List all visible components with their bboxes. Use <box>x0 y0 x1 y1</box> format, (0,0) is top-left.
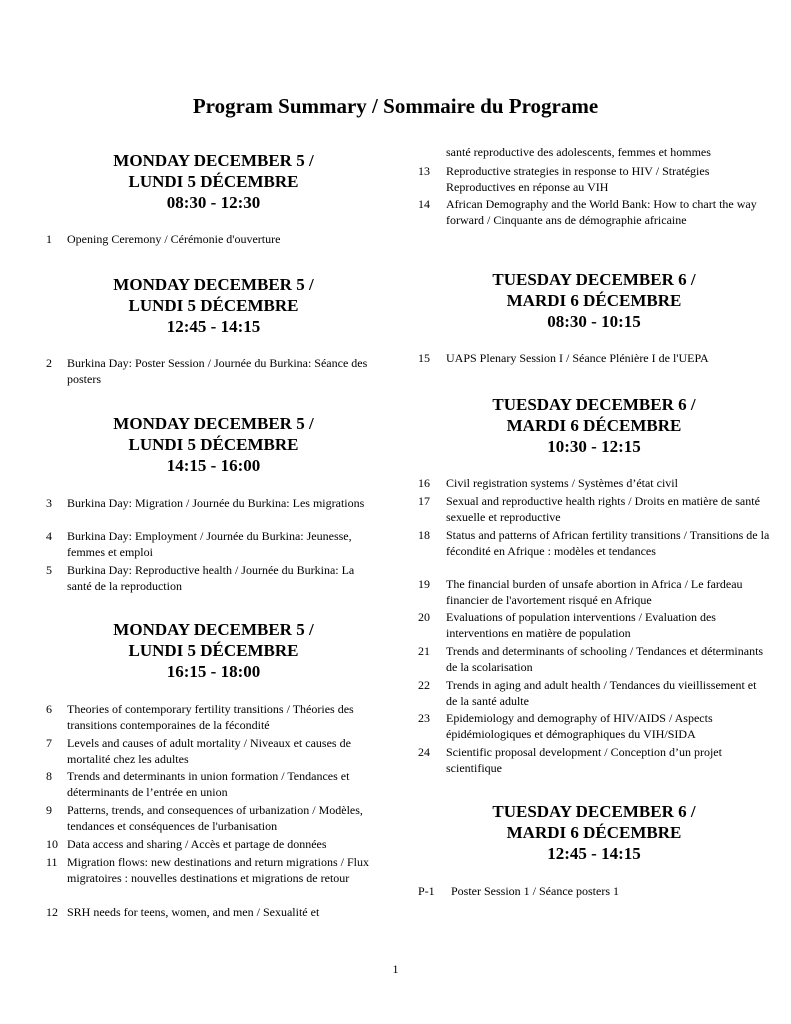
item-number: 9 <box>46 803 52 817</box>
item-text: santé reproductive des adolescents, femmes et hommes <box>446 145 711 159</box>
section-header <box>418 801 770 864</box>
item-number: 13 <box>418 164 430 178</box>
section-time: 08:30 - 10:15 <box>547 312 641 331</box>
section-time: 12:45 - 14:15 <box>166 317 261 336</box>
section-day: MONDAY DECEMBER 5 / <box>113 414 314 433</box>
program-item <box>418 745 770 776</box>
item-number: 20 <box>418 610 430 624</box>
item-text: Reproductive strategies in response to HIV / Stratégies Reproductives en réponse au VIH <box>446 164 710 194</box>
program-item <box>46 736 381 767</box>
item-number: 17 <box>418 494 430 508</box>
item-text: Evaluations of population interventions / Evaluation des interventions en matière de population <box>446 610 716 640</box>
item-number: 16 <box>418 476 430 490</box>
section-time: 14:15 - 16:00 <box>166 456 261 475</box>
program-item <box>46 702 381 733</box>
item-text: Levels and causes of adult mortality / Niveaux et causes de mortalité chez les adultes <box>67 736 351 766</box>
program-item <box>46 769 381 800</box>
section-header <box>46 150 381 213</box>
item-number: 2 <box>46 356 52 370</box>
section-time: 08:30 - 12:30 <box>166 193 261 212</box>
item-text: Trends and determinants in union formation / Tendances et déterminants de l’entrée en union <box>67 769 350 799</box>
program-item <box>418 197 770 228</box>
section-day: TUESDAY DECEMBER 6 / <box>492 802 696 821</box>
item-text: Civil registration systems / Systèmes d’état civil <box>446 476 678 490</box>
page-title: Program Summary / Sommaire du Programe <box>192 94 599 118</box>
program-item <box>418 678 770 709</box>
item-text: Burkina Day: Migration / Journée du Burkina: Les migrations <box>67 496 365 510</box>
program-item <box>418 351 770 367</box>
item-number: 24 <box>418 745 430 759</box>
item-number: 8 <box>46 769 52 783</box>
item-number: 10 <box>46 837 58 851</box>
item-text: African Demography and the World Bank: How to chart the way forward / Cinquante ans de démographie africaine <box>446 197 757 227</box>
item-text: The financial burden of unsafe abortion in Africa / Le fardeau financier de l'avortement risqué en Afrique <box>446 577 743 607</box>
item-text: Theories of contemporary fertility transitions / Théories des transitions contemporaines de la fécondité <box>67 702 354 732</box>
item-number: P-1 <box>418 884 435 898</box>
section-header <box>46 413 381 476</box>
item-text: Epidemiology and demography of HIV/AIDS / Aspects épidémiologiques et démographiques du VIH/SIDA <box>446 711 713 741</box>
item-text: Sexual and reproductive health rights / Droits en matière de santé sexuelle et reproductive <box>446 494 760 524</box>
section-header <box>46 619 381 682</box>
program-item <box>46 905 381 921</box>
item-number: 5 <box>46 563 52 577</box>
program-item <box>418 577 770 608</box>
item-text: SRH needs for teens, women, and men / Sexualité et <box>67 905 320 919</box>
program-item <box>46 855 381 886</box>
item-number: 15 <box>418 351 430 365</box>
item-text: UAPS Plenary Session I / Séance Plénière I de l'UEPA <box>446 351 709 365</box>
program-item-continuation <box>418 145 770 161</box>
program-item <box>418 494 770 525</box>
item-text: Burkina Day: Employment / Journée du Burkina: Jeunesse, femmes et emploi <box>67 529 352 559</box>
item-number: 1 <box>46 232 52 246</box>
section-day-fr: MARDI 6 DÉCEMBRE <box>506 416 682 435</box>
page-number: 1 <box>392 962 399 976</box>
item-text: Migration flows: new destinations and return migrations / Flux migratoires : nouvelles destinations et migrations de retour <box>67 855 369 885</box>
section-day-fr: LUNDI 5 DÉCEMBRE <box>128 641 299 660</box>
item-number: 12 <box>46 905 58 919</box>
item-text: Opening Ceremony / Cérémonie d'ouverture <box>67 232 281 246</box>
section-day: TUESDAY DECEMBER 6 / <box>492 395 696 414</box>
section-header <box>46 274 381 337</box>
section-day: MONDAY DECEMBER 5 / <box>113 151 314 170</box>
section-header <box>418 394 770 457</box>
item-text: Data access and sharing / Accès et partage de données <box>67 837 327 851</box>
item-number: 22 <box>418 678 430 692</box>
section-day-fr: LUNDI 5 DÉCEMBRE <box>128 435 299 454</box>
item-text: Burkina Day: Poster Session / Journée du Burkina: Séance des posters <box>67 356 368 386</box>
program-item <box>418 528 770 559</box>
program-item <box>418 884 770 900</box>
program-item <box>46 496 381 512</box>
program-item <box>418 476 770 492</box>
section-day-fr: LUNDI 5 DÉCEMBRE <box>128 172 299 191</box>
program-item <box>418 610 770 641</box>
item-number: 18 <box>418 528 430 542</box>
item-number: 14 <box>418 197 430 211</box>
item-text: Scientific proposal development / Conception d’un projet scientifique <box>446 745 722 775</box>
item-number: 23 <box>418 711 430 725</box>
item-text: Trends in aging and adult health / Tendances du vieillissement et de la santé adulte <box>446 678 757 708</box>
item-text: Burkina Day: Reproductive health / Journée du Burkina: La santé de la reproduction <box>67 563 355 593</box>
section-day: MONDAY DECEMBER 5 / <box>113 620 314 639</box>
program-item <box>418 164 770 195</box>
section-day: MONDAY DECEMBER 5 / <box>113 275 314 294</box>
section-day-fr: LUNDI 5 DÉCEMBRE <box>128 296 299 315</box>
section-time: 10:30 - 12:15 <box>547 437 641 456</box>
program-item <box>46 803 381 834</box>
program-item <box>418 711 770 742</box>
program-item <box>46 837 381 853</box>
program-item <box>46 563 381 594</box>
item-text: Poster Session 1 / Séance posters 1 <box>451 884 619 898</box>
program-item <box>46 529 381 560</box>
program-item <box>418 644 770 675</box>
program-item <box>46 232 381 248</box>
item-text: Trends and determinants of schooling / Tendances et déterminants de la scolarisation <box>446 644 764 674</box>
item-text: Patterns, trends, and consequences of urbanization / Modèles, tendances et conséquences de l'urbanisation <box>67 803 363 833</box>
item-number: 4 <box>46 529 52 543</box>
item-text: Status and patterns of African fertility transitions / Transitions de la fécondité en Afrique : modèles et tendances <box>446 528 770 558</box>
section-day-fr: MARDI 6 DÉCEMBRE <box>506 823 682 842</box>
section-day-fr: MARDI 6 DÉCEMBRE <box>506 291 682 310</box>
item-number: 11 <box>46 855 58 869</box>
section-header <box>418 269 770 332</box>
item-number: 6 <box>46 702 52 716</box>
program-item <box>46 356 381 387</box>
item-number: 19 <box>418 577 430 591</box>
item-number: 3 <box>46 496 52 510</box>
item-number: 7 <box>46 736 52 750</box>
section-time: 12:45 - 14:15 <box>547 844 641 863</box>
section-day: TUESDAY DECEMBER 6 / <box>492 270 696 289</box>
item-number: 21 <box>418 644 430 658</box>
section-time: 16:15 - 18:00 <box>166 662 261 681</box>
